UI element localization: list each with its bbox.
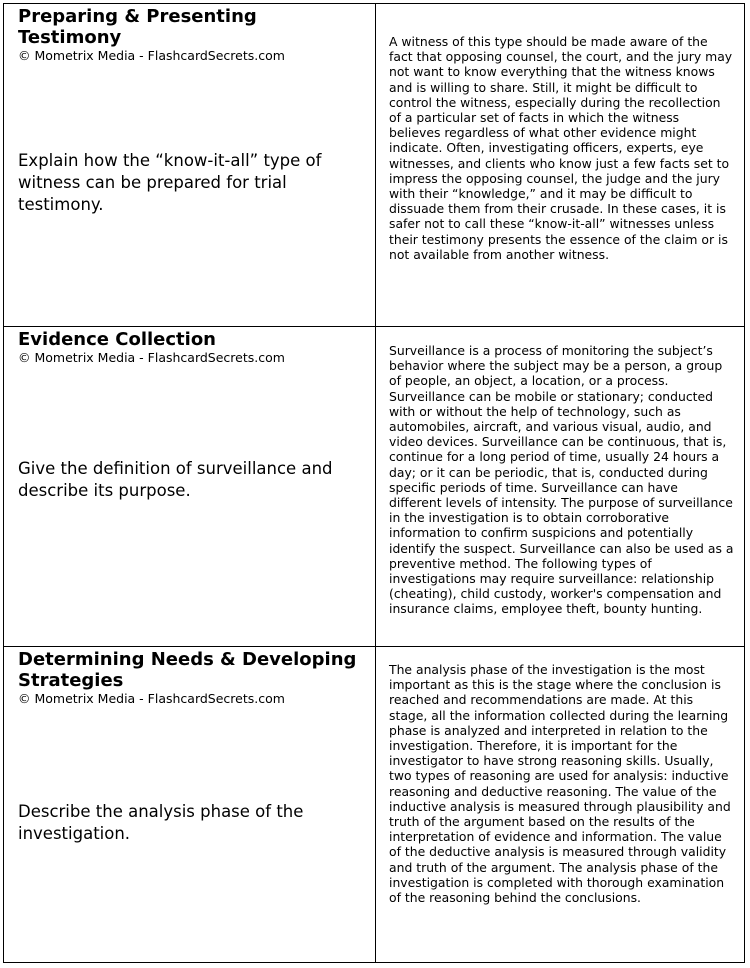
card-answer: A witness of this type should be made aware of the fact that opposing counsel, the court, and the jury may not want to know everything that the witness knows and is willing to share. Still, it might be difficult to control the witness, especially during the recollection of a particular set of facts in which the witness believes regardless of what other evidence might indicate. Often, investigating officers, experts, eye witnesses, and clients who know just a few facts set to impress the opposing counsel, the judge and the jury with their “knowledge,” and it may be difficult to dissuade them from their crusade. In these cases, it is safer not to call these “know-it-all” witnesses unless their testimony presents the essence of the claim or is not available from another witness. [389,34,733,262]
card-front [4,4,375,326]
flashcard [4,4,744,326]
card-back [376,4,744,326]
card-back [376,327,744,646]
card-answer: The analysis phase of the investigation is the most important as this is the stage where the conclusion is reached and recommendations are made. At this stage, all the information collected during the learning phase is analyzed and interpreted in relation to the investigation. Therefore, it is important for the investigator to have strong reasoning skills. Usually, two types of reasoning are used for analysis: inductive reasoning and deductive reasoning. The value of the inductive analysis is measured through plausibility and truth of the argument based on the results of the interpretation of evidence and information. The value of the deductive analysis is measured through validity and truth of the argument. The analysis phase of the investigation is completed with thorough examination of the reasoning behind the conclusions. [389,662,731,906]
card-front [4,647,375,962]
copyright-notice: © Mometrix Media - FlashcardSecrets.com [18,48,285,63]
card-front [4,327,375,646]
copyright-notice: © Mometrix Media - FlashcardSecrets.com [18,350,285,365]
card-question: Describe the analysis phase of the investigation. [18,802,304,843]
flashcard-sheet [3,3,745,963]
copyright-notice: © Mometrix Media - FlashcardSecrets.com [18,691,285,706]
card-answer: Surveillance is a process of monitoring the subject’s behavior where the subject may be a person, a group of people, an object, a location, or a process. Surveillance can be mobile or stationary; conducted with or without the help of technology, such as automobiles, aircraft, and various visual, audio, and video devices. Surveillance can be continuous, that is, continue for a long period of time, usually 24 hours a day; or it can be periodic, that is, conducted during specific periods of time. Surveillance can have different levels of intensity. The purpose of surveillance in the investigation is to obtain corroborative information to confirm suspicions and potentially identify the suspect. Surveillance can also be used as a preventive method. The following types of investigations may require surveillance: relationship (cheating), child custody, worker's compensation and insurance claims, employee theft, bounty hunting. [389,343,734,617]
card-category-title: Preparing & Presenting Testimony [18,6,257,48]
card-category-title: Evidence Collection [18,329,216,350]
flashcard [4,646,744,962]
card-back [376,647,744,962]
card-question: Give the definition of surveillance and describe its purpose. [18,459,333,500]
flashcard [4,326,744,646]
card-question: Explain how the “know-it-all” type of witness can be prepared for trial testimony. [18,151,322,214]
card-category-title: Determining Needs & Developing Strategies [18,649,357,691]
